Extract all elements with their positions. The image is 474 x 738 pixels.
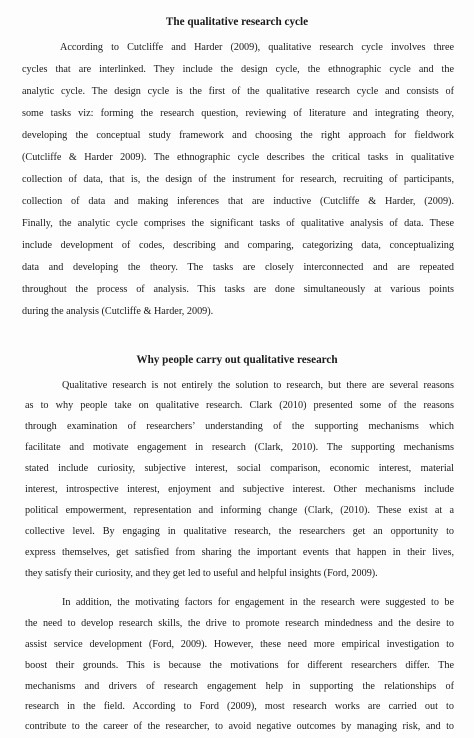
paragraph-line: collection of data and making inferences that are inductive (Cutcliffe & Harder, (2009). bbox=[22, 196, 454, 207]
paragraph-line: as to why people take on qualitative research. Clark (2010) presented some of the reasons bbox=[25, 400, 454, 411]
paragraph-line: data and developing the theory. The tasks are closely interconnected and are repeated bbox=[22, 262, 454, 273]
paragraph-line: collection of data, that is, the design of the instrument for research, recruiting of participants, bbox=[22, 174, 454, 185]
paragraph-line: boost their grounds. This is because the motivations for different researchers differ. The bbox=[25, 660, 454, 671]
paragraph-line: facilitate and motivate engagement in research (Clark, 2010). The supporting mechanisms bbox=[25, 442, 454, 453]
paragraph-line: Finally, the analytic cycle comprises the significant tasks of qualitative analysis of data. These bbox=[22, 218, 454, 229]
paragraph-line: developing the conceptual study framework and choosing the right approach for fieldwork bbox=[22, 130, 454, 141]
paragraph-line: during the analysis (Cutcliffe & Harder, 2009). bbox=[22, 306, 214, 317]
section-heading-research-cycle: The qualitative research cycle bbox=[165, 16, 309, 28]
paragraph-line: According to Cutcliffe and Harder (2009), qualitative research cycle involves three bbox=[60, 42, 454, 53]
paragraph-line: collective level. By engaging in qualitative research, the researchers get an opportunity to bbox=[25, 526, 454, 537]
paragraph-line: interest, introspective interest, enjoyment and subjective interest. Other mechanisms include bbox=[25, 484, 454, 495]
paragraph-line: throughout the process of analysis. This tasks are done simultaneously at various points bbox=[22, 284, 454, 295]
paragraph-line: express themselves, get satisfied from sharing the important events that happen in their lives, bbox=[25, 547, 454, 558]
paragraph-line: analytic cycle. The design cycle is the first of the qualitative research cycle and consists of bbox=[22, 86, 454, 97]
paragraph-line: contribute to the career of the researcher, to avoid negative outcomes by managing risk, and to bbox=[25, 721, 454, 732]
paragraph-line: research in the field. According to Ford (2009), most research works are carried out to bbox=[25, 701, 454, 712]
paragraph-line: In addition, the motivating factors for engagement in the research were suggested to be bbox=[62, 597, 454, 608]
paragraph-line: cycles that are interlinked. They include the design cycle, the ethnographic cycle and the bbox=[22, 64, 454, 75]
paragraph-line: through examination of researchers’ understanding of the supporting mechanisms which bbox=[25, 421, 454, 432]
paragraph-line: stated include curiosity, subjective interest, social comparison, economic interest, material bbox=[25, 463, 454, 474]
paragraph-line: political empowerment, representation and informing change (Clark, (2010). These exist at a bbox=[25, 505, 454, 516]
paragraph-line: the need to develop research skills, the drive to promote research mindedness and the desire to bbox=[25, 618, 454, 629]
section-heading-why-qualitative: Why people carry out qualitative research bbox=[136, 354, 338, 366]
paragraph-line: some tasks viz: forming the research question, reviewing of literature and integrating theory, bbox=[22, 108, 454, 119]
paragraph-line: they satisfy their curiosity, and they get led to useful and helpful insights (Ford, 2009). bbox=[25, 568, 378, 579]
paragraph-line: include development of codes, describing and comparing, categorizing data, conceptualizing bbox=[22, 240, 454, 251]
paragraph-line: (Cutcliffe & Harder 2009). The ethnographic cycle describes the critical tasks in qualitative bbox=[22, 152, 454, 163]
paragraph-line: mechanisms and drivers of research engagement help in supporting the relationships of bbox=[25, 681, 454, 692]
paragraph-line: assist service development (Ford, 2009). However, these need more empirical investigation to bbox=[25, 639, 454, 650]
paragraph-line: Qualitative research is not entirely the solution to research, but there are several reasons bbox=[62, 380, 454, 391]
